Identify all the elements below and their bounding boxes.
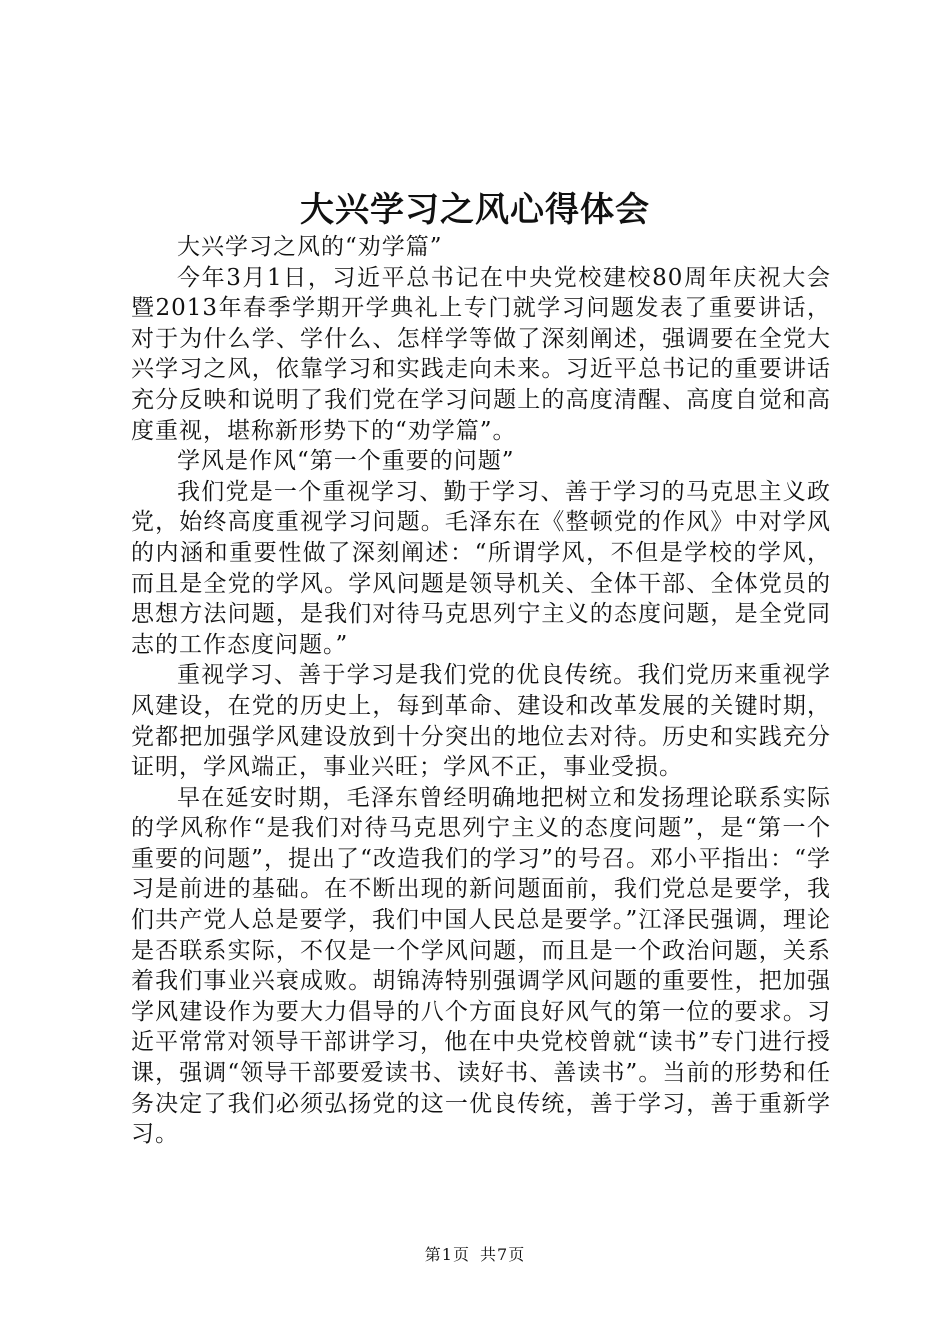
body-paragraph: 重视学习、善于学习是我们党的优良传统。我们党历来重视学风建设，在党的历史上，每到革命、建设和改革发展的关键时期，党都把加强学风建设放到十分突出的地位去对待。历史和实践充分证明，学风端正，事业兴旺；学风不正，事业受损。 <box>131 662 831 781</box>
body-paragraph: 早在延安时期，毛泽东曾经明确地把树立和发扬理论联系实际的学风称作“是我们对待马克思列宁主义的态度问题”，是“第一个重要的问题”，提出了“改造我们的学习”的号召。邓小平指出：“学习是前进的基础。在不断出现的新问题面前，我们党总是要学，我们共产党人总是要学，我们中国人民总是要学。”江泽民强调，理论是否联系实际，不仅是一个学风问题，而且是一个政治问题，关系着我们事业兴衰成败。胡锦涛特别强调学风问题的重要性，把加强学风建设作为要大力倡导的八个方面良好风气的第一位的要求。习近平常常对领导干部讲学习，他在中央党校曾就“读书”专门进行授课，强调“领导干部要爱读书、读好书、善读书”。当前的形势和任务决定了我们必须弘扬党的这一优良传统，善于学习，善于重新学习。 <box>131 784 831 1148</box>
document-body <box>131 232 831 1150</box>
section-heading: 大兴学习之风的“劝学篇” <box>177 234 443 260</box>
document-title: 大兴学习之风心得体会 <box>300 190 650 230</box>
body-paragraph: 我们党是一个重视学习、勤于学习、善于学习的马克思主义政党，始终高度重视学习问题。毛泽东在《整顿党的作风》中对学风的内涵和重要性做了深刻阐述：“所谓学风，不但是学校的学风，而且是全党的学风。学风问题是领导机关、全体干部、全体党员的思想方法问题，是我们对待马克思列宁主义的态度问题，是全党同志的工作态度问题。” <box>131 478 831 658</box>
page-number: 第1页 <box>424 1245 470 1264</box>
page-footer <box>0 1244 950 1266</box>
page-total: 共7页 <box>480 1245 526 1264</box>
section-heading: 学风是作风“第一个重要的问题” <box>177 448 515 475</box>
body-paragraph: 今年3月1日，习近平总书记在中央党校建校80周年庆祝大会暨2013年春季学期开学典礼上专门就学习问题发表了重要讲话，对于为什么学、学什么、怎样学等做了深刻阐述，强调要在全党大兴学习之风，依靠学习和实践走向未来。习近平总书记的重要讲话充分反映和说明了我们党在学习问题上的高度清醒、高度自觉和高度重视，堪称新形势下的“劝学篇”。 <box>131 264 831 444</box>
